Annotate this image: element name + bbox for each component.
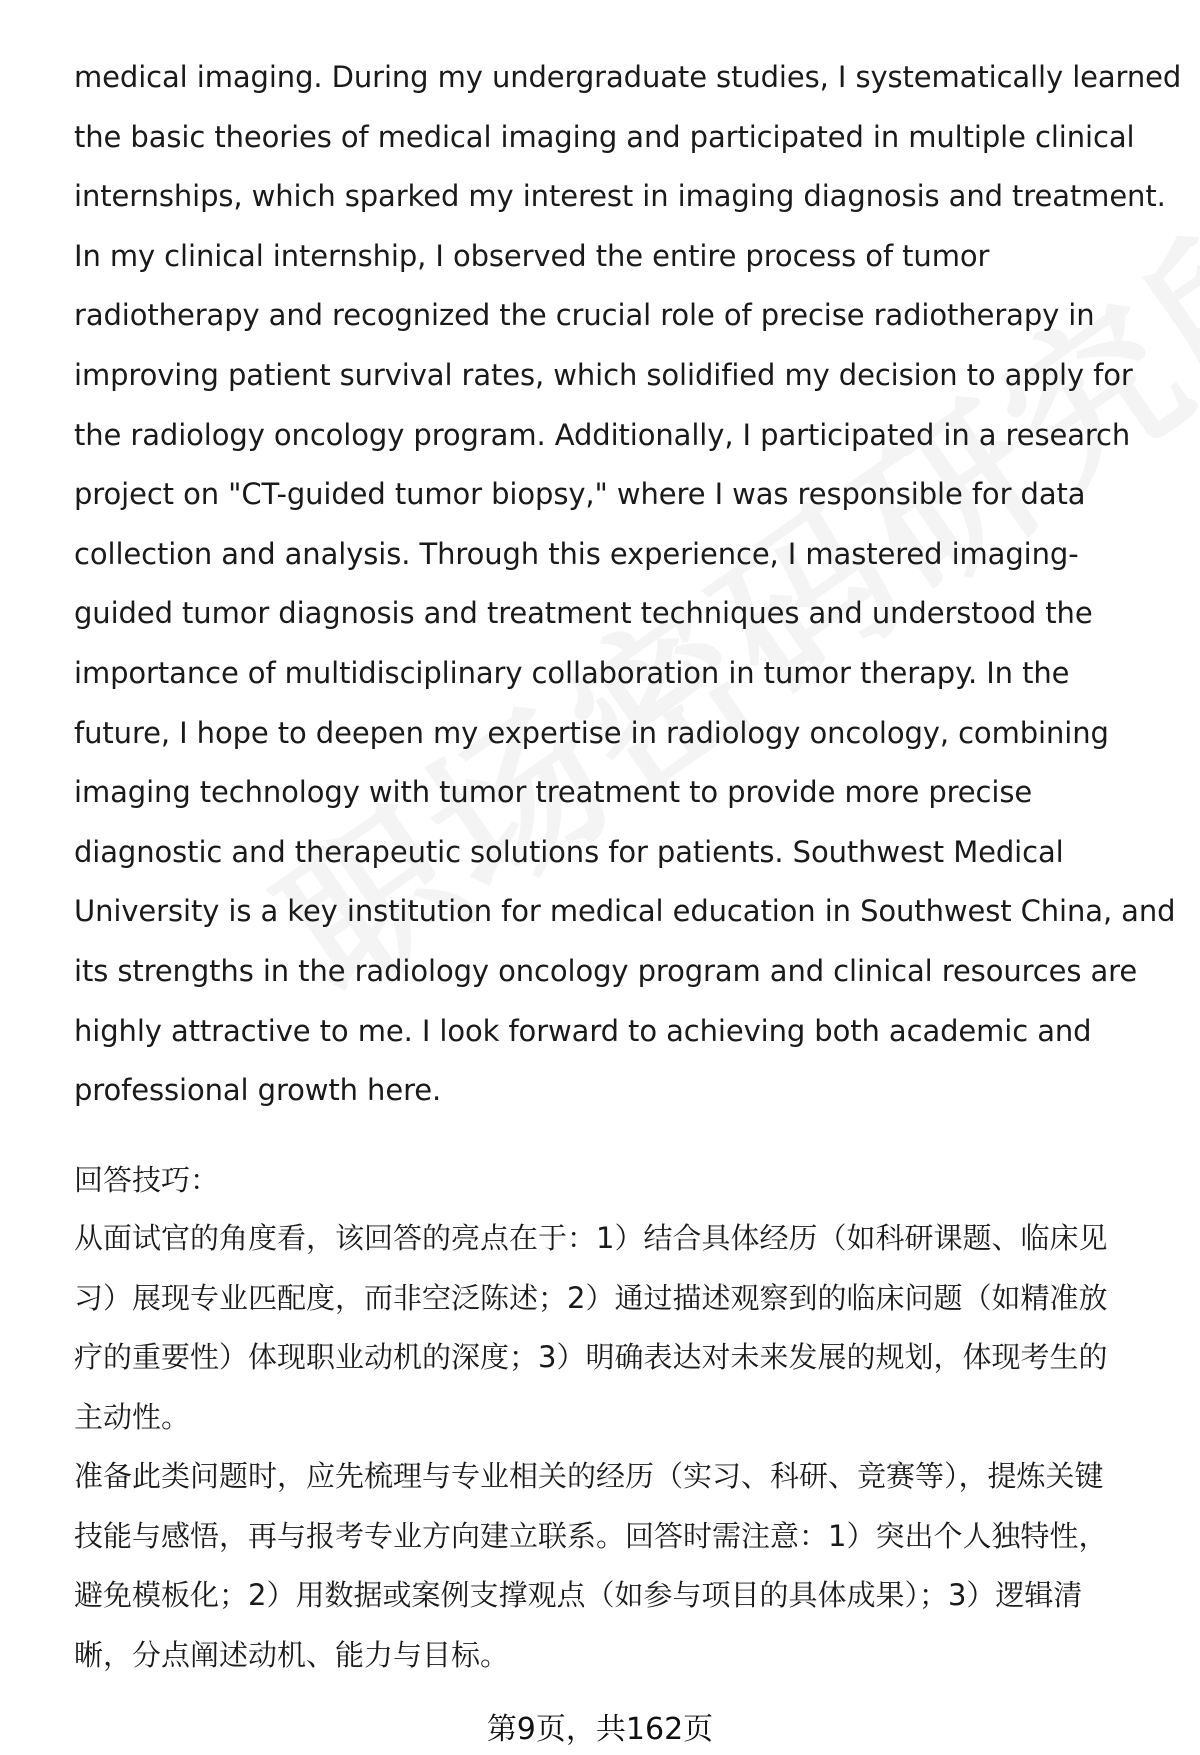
tips-paragraph-2 — [74, 1447, 1154, 1685]
tips-line: 晰，分点阐述动机、能力与目标。 — [74, 1637, 510, 1672]
answer-line: the radiology oncology program. Additionally, I participated in a research — [74, 417, 1131, 452]
answer-line: future, I hope to deepen my expertise in radiology oncology, combining — [74, 715, 1109, 750]
answer-line: imaging technology with tumor treatment to provide more precise — [74, 775, 1033, 810]
answer-line: In my clinical internship, I observed the entire process of tumor — [74, 238, 990, 273]
answer-line: internships, which sparked my interest in imaging diagnosis and treatment. — [74, 179, 1166, 214]
answer-paragraph — [74, 48, 1182, 1121]
tips-line: 习）展现专业匹配度，而非空泛陈述；2）通过描述观察到的临床问题（如精准放 — [74, 1280, 1108, 1315]
answer-line: medical imaging. During my undergraduate studies, I systematically learned — [74, 60, 1182, 94]
tips-line: 技能与感悟，再与报考专业方向建立联系。回答时需注意：1）突出个人独特性， — [74, 1518, 1108, 1553]
tips-line: 准备此类问题时，应先梳理与专业相关的经历（实习、科研、竞赛等），提炼关键 — [74, 1459, 1104, 1493]
answer-line: professional growth here. — [74, 1073, 442, 1108]
tips-line: 从面试官的角度看，该回答的亮点在于：1）结合具体经历（如科研课题、临床见 — [74, 1221, 1108, 1255]
answer-line: diagnostic and therapeutic solutions for patients. Southwest Medical — [74, 834, 1064, 869]
answer-line: University is a key institution for medical education in Southwest China, and — [74, 894, 1176, 929]
answer-line: the basic theories of medical imaging and participated in multiple clinical — [74, 119, 1135, 154]
answer-line: project on "CT-guided tumor biopsy," where I was responsible for data — [74, 477, 1086, 512]
answer-line: highly attractive to me. I look forward to achieving both academic and — [74, 1013, 1092, 1048]
tips-line: 疗的重要性）体现职业动机的深度；3）明确表达对未来发展的规划，体现考生的 — [74, 1340, 1108, 1374]
answer-line: guided tumor diagnosis and treatment techniques and understood the — [74, 596, 1093, 631]
page-number-footer: 第9页，共162页 — [486, 1712, 714, 1747]
tips-paragraph-1 — [74, 1209, 1154, 1447]
tips-title: 回答技巧： — [74, 1163, 220, 1197]
answer-line: its strengths in the radiology oncology program and clinical resources are — [74, 953, 1138, 988]
tips-line: 避免模板化；2）用数据或案例支撑观点（如参与项目的具体成果）；3）逻辑清 — [74, 1578, 1083, 1612]
answer-line: collection and analysis. Through this experience, I mastered imaging- — [74, 536, 1079, 571]
answer-line: radiotherapy and recognized the crucial role of precise radiotherapy in — [74, 298, 1095, 333]
tips-line: 主动性。 — [74, 1399, 191, 1434]
answer-line: improving patient survival rates, which solidified my decision to apply for — [74, 357, 1133, 392]
answer-line: importance of multidisciplinary collaboration in tumor therapy. In the — [74, 655, 1070, 690]
